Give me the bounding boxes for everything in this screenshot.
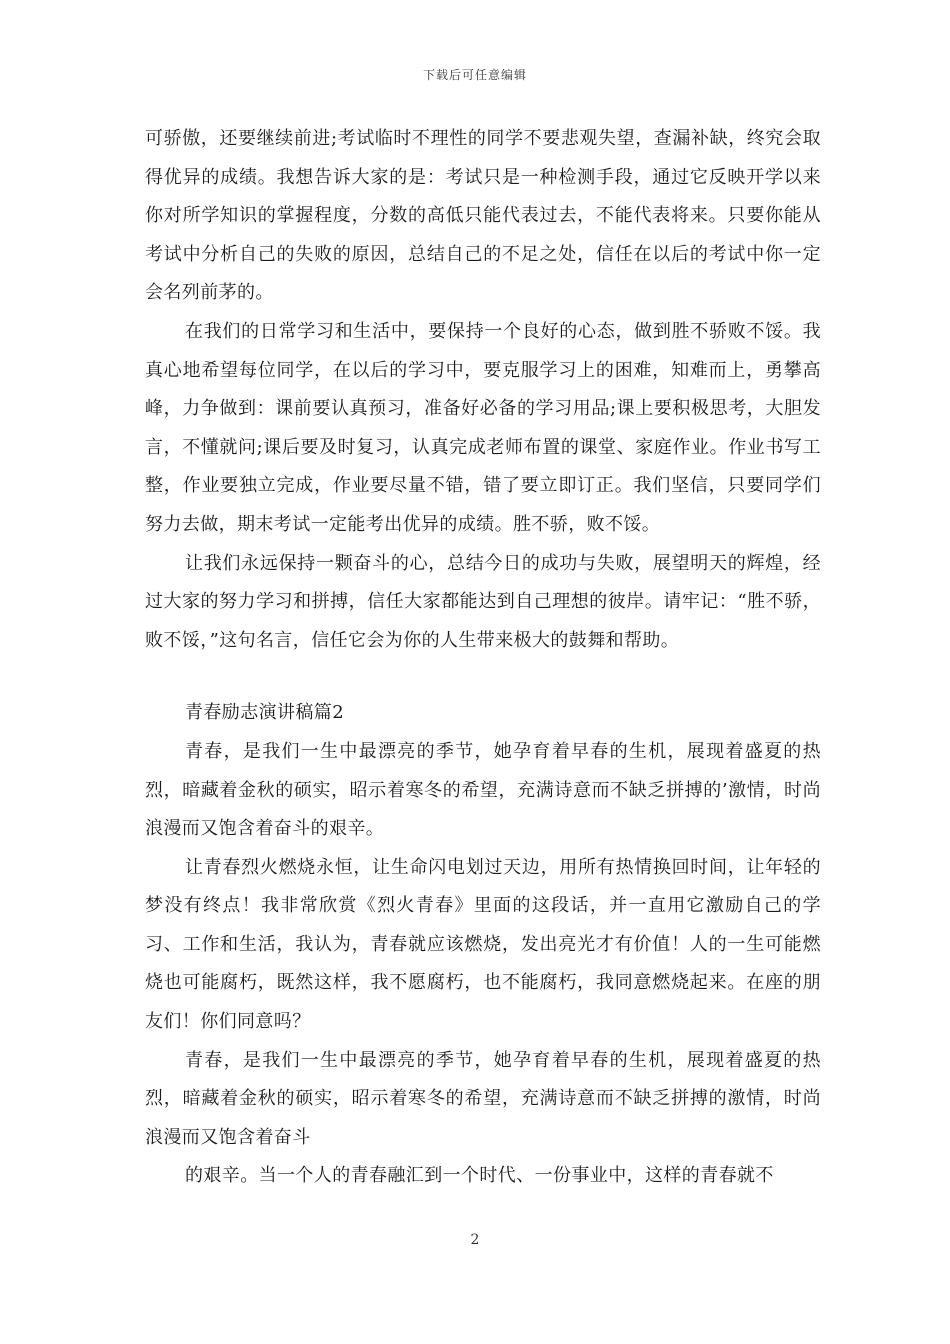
paragraph-youth-1: 青春，是我们一生中最漂亮的季节，她孕育着早春的生机，展现着盛夏的热烈，暗藏着金秋的硕实，昭示着寒冬的希望，充满诗意而不缺乏拼搏的’激情，时尚浪漫而又饱含着奋斗的艰辛。	[145, 740, 821, 840]
document-body	[145, 120, 821, 1196]
paragraph-youth-2: 让青春烈火燃烧永恒，让生命闪电划过天边，用所有热情换回时间，让年轻的梦没有终点！我非常欣赏《烈火青春》里面的这段话，并一直用它激励自己的学习、工作和生活，我认为，青春就应该燃烧，发出亮光才有价值！人的一生可能燃烧也可能腐朽，既然这样，我不愿腐朽，也不能腐朽，我同意燃烧起来。在座的朋友们！你们同意吗？	[145, 856, 821, 1033]
paragraph-youth-3: 青春，是我们一生中最漂亮的季节，她孕育着早春的生机，展现着盛夏的热烈，暗藏着金秋的硕实，昭示着寒冬的希望，充满诗意而不缺乏拼搏的激情，时尚浪漫而又饱含着奋斗	[145, 1049, 821, 1148]
paragraph-mindset: 在我们的日常学习和生活中，要保持一个良好的心态，做到胜不骄败不馁。我真心地希望每位同学，在以后的学习中，要克服学习上的困难，知难而上，勇攀高峰，力争做到：课前要认真预习，准备好必备的学习用品;课上要积极思考，大胆发言，不懂就问;课后要及时复习，认真完成老师布置的课堂、家庭作业。作业书写工整，作业要独立完成，作业要尽量不错，错了要立即订正。我们坚信，只要同学们努力去做，期末考试一定能考出优异的成绩。胜不骄，败不馁。	[145, 320, 821, 535]
page-header: 下载后可任意编辑	[422, 68, 527, 82]
page-number: 2	[470, 1232, 480, 1248]
paragraph-closing: 让我们永远保持一颗奋斗的心，总结今日的成功与失败，展望明天的辉煌，经过大家的努力学习和拼搏，信任大家都能达到自己理想的彼岸。请牢记：“胜不骄，败不馁，”这句名言，信任它会为你的人生带来极大的鼓舞和帮助。	[145, 552, 821, 651]
paragraph-youth-4: 的艰辛。当一个人的青春融汇到一个时代、一份事业中，这样的青春就不	[185, 1165, 774, 1187]
paragraph-continuation: 可骄傲，还要继续前进;考试临时不理性的同学不要悲观失望，查漏补缺，终究会取得优异的成绩。我想告诉大家的是：考试只是一种检测手段，通过它反映开学以来你对所学知识的掌握程度，分数的高低只能代表过去，不能代表将来。只要你能从考试中分析自己的失败的原因，总结自己的不足之处，信任在以后的考试中你一定会名列前茅的。	[145, 128, 821, 304]
section-title: 青春励志演讲稿篇2	[185, 702, 345, 724]
